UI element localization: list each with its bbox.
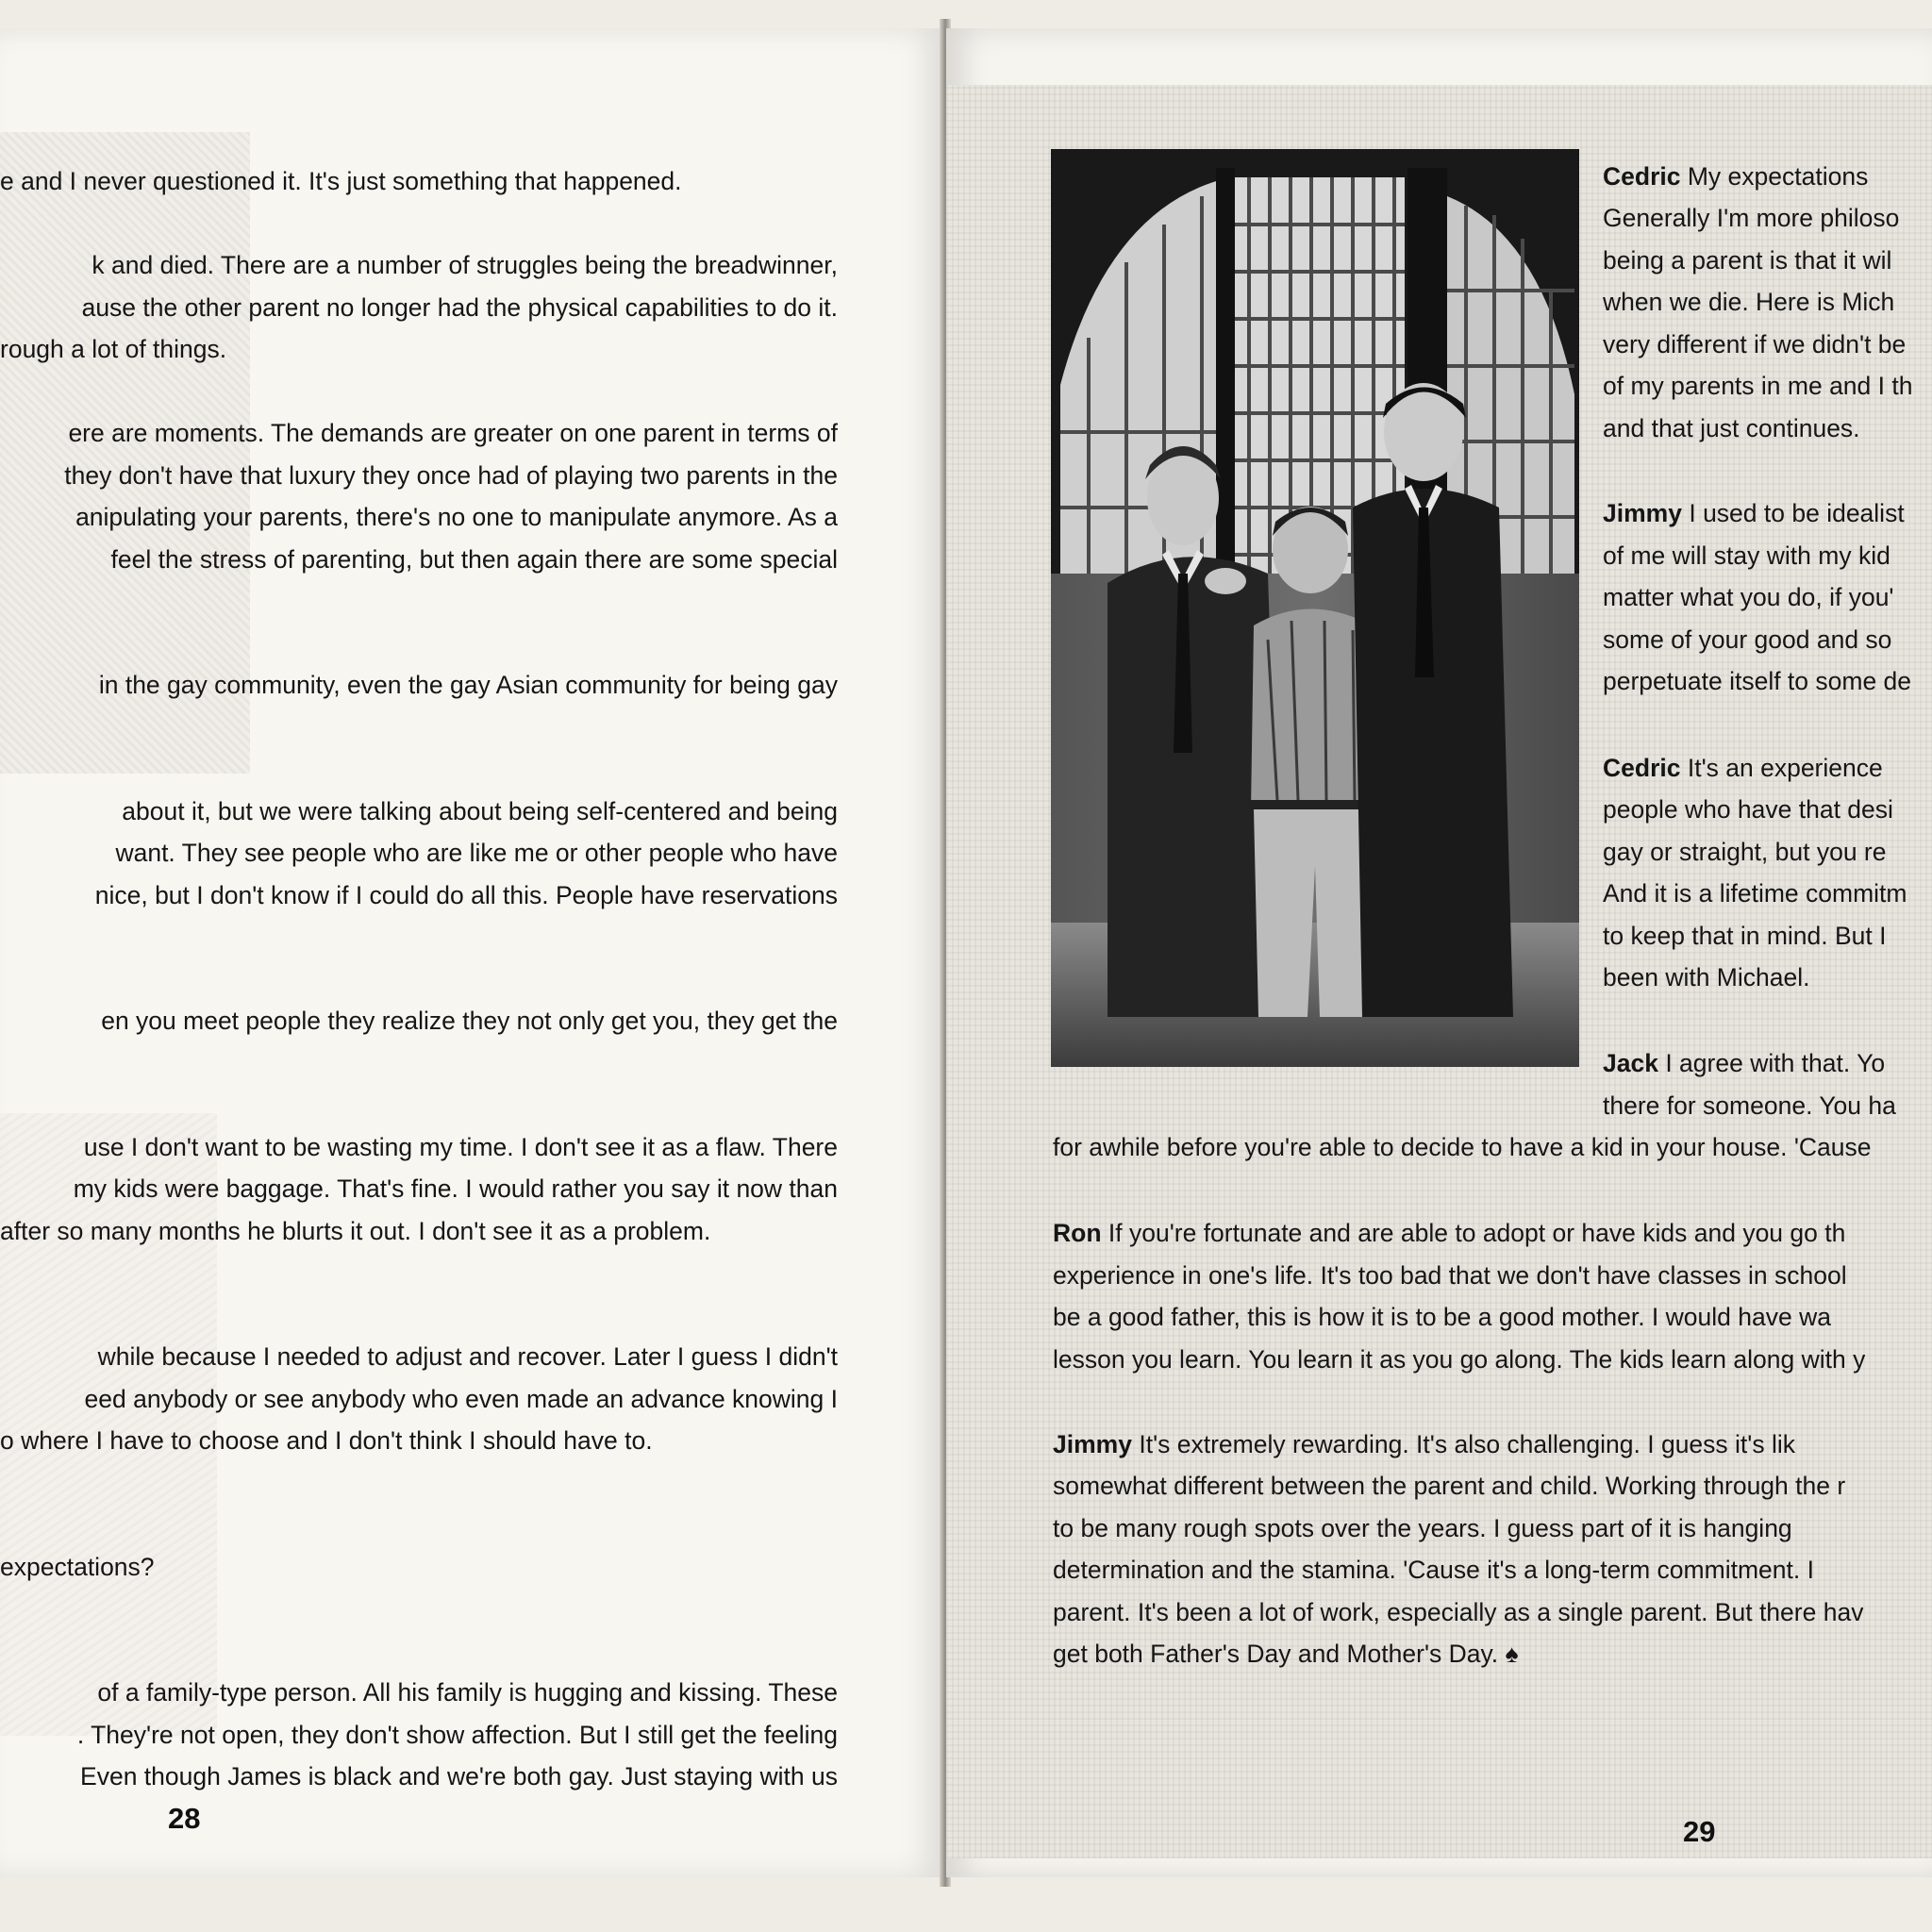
text-line: perpetuate itself to some de bbox=[1603, 667, 1912, 695]
speaker-name: Jack bbox=[1603, 1049, 1658, 1077]
text-line: somewhat different between the parent and child. Working through the r bbox=[1053, 1472, 1846, 1500]
text-line bbox=[1603, 492, 1905, 534]
text-line: some of your good and so bbox=[1603, 625, 1892, 654]
right-page bbox=[946, 28, 1932, 1877]
text-line bbox=[1603, 747, 1883, 789]
text-line: people who have that desi bbox=[1603, 795, 1893, 824]
text-line: get both Father's Day and Mother's Day. ♠ bbox=[1053, 1640, 1519, 1668]
text-line: It's an experience bbox=[1687, 754, 1883, 782]
text-line: determination and the stamina. 'Cause it's a long-term commitment. I bbox=[1053, 1556, 1814, 1584]
text-line: e and I never questioned it. It's just something that happened. bbox=[0, 167, 682, 195]
text-line: lesson you learn. You learn it as you go along. The kids learn along with y bbox=[1053, 1345, 1866, 1374]
text-line: rough a lot of things. bbox=[0, 335, 227, 363]
text-line: there for someone. You ha bbox=[1603, 1091, 1896, 1120]
text-line: gay or straight, but you re bbox=[1603, 838, 1887, 866]
text-line: If you're fortunate and are able to adopt or have kids and you go th bbox=[1108, 1219, 1846, 1247]
text-line: I used to be idealist bbox=[1689, 499, 1905, 527]
text-line: and that just continues. bbox=[1603, 414, 1860, 442]
page-number: 29 bbox=[1683, 1815, 1716, 1848]
text-line: to be many rough spots over the years. I guess part of it is hanging bbox=[1053, 1514, 1792, 1542]
text-line bbox=[1053, 1424, 1795, 1465]
text-line: nice, but I don't know if I could do all this. People have reservations bbox=[94, 880, 838, 909]
text-line: to keep that in mind. But I bbox=[1603, 922, 1887, 950]
text-line: being a parent is that it wil bbox=[1603, 246, 1892, 275]
text-line: of a family-type person. All his family is hugging and kissing. These bbox=[97, 1678, 838, 1707]
text-line: experience in one's life. It's too bad that we don't have classes in school bbox=[1053, 1261, 1847, 1290]
text-line: eed anybody or see anybody who even made an advance knowing I bbox=[84, 1384, 838, 1413]
left-page-text bbox=[0, 160, 838, 1798]
left-page bbox=[0, 28, 943, 1877]
text-line: My expectations bbox=[1687, 162, 1869, 191]
text-line: use I don't want to be wasting my time. I don't see it as a flaw. There bbox=[83, 1132, 838, 1161]
text-line: of me will stay with my kid bbox=[1603, 541, 1890, 570]
page-number: 28 bbox=[168, 1802, 201, 1835]
text-line: when we die. Here is Mich bbox=[1603, 288, 1895, 316]
speaker-name: Cedric bbox=[1603, 162, 1681, 191]
text-line: my kids were baggage. That's fine. I would rather you say it now than bbox=[73, 1174, 838, 1203]
text-line: ere are moments. The demands are greater on one parent in terms of bbox=[68, 419, 838, 447]
speaker-name: Jimmy bbox=[1603, 499, 1682, 527]
text-line: I agree with that. Yo bbox=[1665, 1049, 1886, 1077]
text-line: they don't have that luxury they once had of playing two parents in the bbox=[64, 460, 838, 490]
photo-three-people bbox=[1051, 149, 1579, 1067]
text-line: while because I needed to adjust and recover. Later I guess I didn't bbox=[97, 1342, 838, 1371]
text-line bbox=[1603, 1042, 1885, 1084]
text-line: It's extremely rewarding. It's also challenging. I guess it's lik bbox=[1139, 1430, 1795, 1458]
text-line: want. They see people who are like me or other people who have bbox=[115, 839, 838, 867]
text-line: parent. It's been a lot of work, especially as a single parent. But there hav bbox=[1053, 1598, 1864, 1626]
text-line: ause the other parent no longer had the physical capabilities to do it. bbox=[81, 292, 838, 322]
text-line: And it is a lifetime commitm bbox=[1603, 879, 1907, 908]
text-line: very different if we didn't be bbox=[1603, 330, 1907, 358]
text-line: after so many months he blurts it out. I don't see it as a problem. bbox=[0, 1216, 711, 1245]
text-line: Generally I'm more philoso bbox=[1603, 204, 1900, 232]
text-line: for awhile before you're able to decide to have a kid in your house. 'Cause bbox=[1053, 1133, 1872, 1161]
text-line: in the gay community, even the gay Asian community for being gay bbox=[98, 671, 838, 699]
speaker-name: Ron bbox=[1053, 1219, 1102, 1247]
text-line: be a good father, this is how it is to be a good mother. I would have wa bbox=[1053, 1303, 1831, 1331]
speaker-name: Jimmy bbox=[1053, 1430, 1132, 1458]
photo-illustration bbox=[1051, 149, 1579, 1067]
text-line bbox=[1603, 156, 1868, 197]
text-line: expectations? bbox=[0, 1552, 155, 1581]
text-line: of my parents in me and I th bbox=[1603, 372, 1913, 400]
text-line: about it, but we were talking about being self-centered and being bbox=[122, 796, 838, 825]
text-line: Even though James is black and we're both gay. Just staying with us bbox=[80, 1762, 838, 1790]
text-line: k and died. There are a number of struggles being the breadwinner, bbox=[92, 251, 838, 279]
speaker-name: Cedric bbox=[1603, 754, 1681, 782]
text-line: matter what you do, if you' bbox=[1603, 583, 1894, 611]
text-line: o where I have to choose and I don't think I should have to. bbox=[0, 1426, 653, 1455]
text-line: been with Michael. bbox=[1603, 963, 1810, 991]
text-line bbox=[1053, 1212, 1845, 1254]
text-line: . They're not open, they don't show affection. But I still get the feeling bbox=[76, 1720, 838, 1749]
text-line: anipulating your parents, there's no one to manipulate anymore. As a bbox=[75, 503, 838, 531]
text-line: feel the stress of parenting, but then again there are some special bbox=[110, 544, 838, 574]
text-line: en you meet people they realize they not only get you, they get the bbox=[101, 1007, 838, 1035]
